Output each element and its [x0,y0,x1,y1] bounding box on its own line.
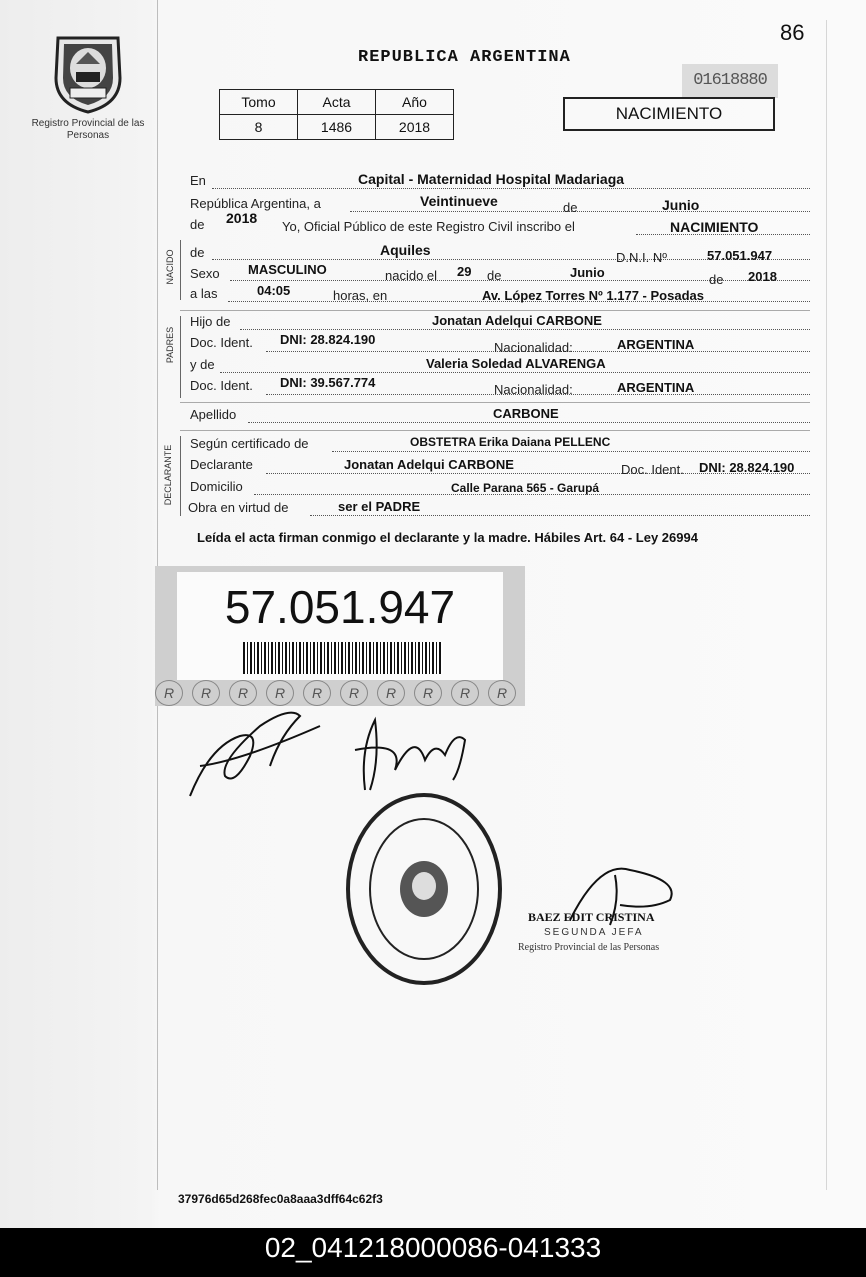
label-horas-en: horas, en [333,288,388,303]
label-doc-ident-declarant: Doc. Ident. [621,462,684,477]
r-mark: R [303,680,331,706]
signer-name: BAEZ EDIT CRISTINA [528,910,655,924]
label-hijo-de: Hijo de [190,314,231,329]
document-hash: 37976d65d268fec0a8aaa3dff64c62f3 [178,1192,383,1206]
label-apellido: Apellido [190,407,237,422]
label-segun: Según certificado de [190,436,309,451]
value-dni: 57.051.947 [707,248,773,263]
sticker-dni-number: 57.051.947 [224,581,456,633]
value-month: Junio [662,197,700,213]
value-father-nationality: ARGENTINA [617,337,695,352]
value-sex: MASCULINO [248,262,327,277]
r-mark: R [229,680,257,706]
footer-code: 02_041218000086-041333 [264,1232,602,1263]
value-birth-day: 29 [457,264,472,279]
value-father-doc: DNI: 28.824.190 [280,332,376,347]
page-number: 86 [780,20,805,45]
dotted-line [248,422,810,423]
dotted-line [310,515,810,516]
label-doc-ident-father: Doc. Ident. [190,335,253,350]
section-bracket [180,240,181,300]
label-domicilio: Domicilio [190,479,243,494]
mother-signature [345,710,475,796]
registry-value-acta: 1486 [298,115,376,140]
value-by-virtue: ser el PADRE [338,499,421,514]
registry-value-anio: 2018 [376,115,454,140]
label-de-year: de [190,217,205,232]
label-de-birth-year: de [709,272,724,287]
label-nationality-mother: Nacionalidad: [494,382,573,397]
value-name: Aquiles [380,242,431,258]
document-title: REPUBLICA ARGENTINA [358,48,571,67]
label-de-birth: de [487,268,502,283]
section-divider [180,402,810,403]
value-address: Av. López Torres Nº 1.177 - Posadas [482,288,704,303]
registry-value-tomo: 8 [220,115,298,140]
dotted-line [212,188,810,189]
registry-header-tomo: Tomo [220,90,298,115]
sticker-label [177,572,503,680]
dotted-line [350,211,810,212]
signer-role: SEGUNDA JEFA [544,927,644,938]
r-mark: R [192,680,220,706]
r-mark: R [266,680,294,706]
dni-sticker [155,566,525,706]
label-declarante: Declarante [190,457,253,472]
label-sexo: Sexo [190,266,220,281]
dotted-line [240,329,810,330]
value-time: 04:05 [257,283,291,298]
r-mark: R [451,680,479,706]
section-tag-parents: PADRES [165,326,175,364]
r-mark: R [155,680,183,706]
section-bracket [180,436,181,516]
value-day: Veintinueve [420,193,498,209]
value-certificate: OBSTETRA Erika Daiana PELLENC [410,435,611,449]
registry-table [219,89,454,140]
r-mark: R [340,680,368,706]
r-mark: R [488,680,516,706]
reading-note: Leída el acta firman conmigo el declarante y la madre. Hábiles Art. 64 - Ley 26994 [197,530,698,545]
label-a-las: a las [190,286,218,301]
sticker-r-pattern [155,680,525,706]
label-en: En [190,173,206,188]
right-rule [826,20,827,1190]
label-y-de: y de [190,357,215,372]
r-mark: R [414,680,442,706]
serial-number: 01618880 [682,64,778,98]
registry-header-acta: Acta [298,90,376,115]
section-tag-born: NACIDO [165,249,175,285]
value-father: Jonatan Adelqui CARBONE [432,313,602,328]
registry-header-anio: Año [376,90,454,115]
act-type-box: NACIMIENTO [563,97,775,131]
value-place: Capital - Maternidad Hospital Madariaga [358,171,625,187]
label-nacido-el: nacido el [385,268,438,283]
label-republica: República Argentina, a [190,196,321,211]
label-de: de [563,200,578,215]
section-divider [180,430,810,431]
value-declarant: Jonatan Adelqui CARBONE [344,457,514,472]
section-divider [180,310,810,311]
dotted-line [220,372,810,373]
r-mark: R [377,680,405,706]
value-mother: Valeria Soledad ALVARENGA [426,356,606,371]
logo-caption: Registro Provincial de las Personas [31,118,145,141]
province-seal-logo [50,28,126,114]
value-birth-year: 2018 [748,269,777,284]
official-stamp [344,790,504,988]
label-dni: D.N.I. Nº [616,250,667,265]
value-mother-doc: DNI: 39.567.774 [280,375,376,390]
declarant-signature [180,706,330,802]
value-surname: CARBONE [493,406,559,421]
value-year: 2018 [226,210,258,226]
label-doc-ident-mother: Doc. Ident. [190,378,253,393]
value-mother-nationality: ARGENTINA [617,380,695,395]
label-nationality-father: Nacionalidad: [494,340,573,355]
section-bracket [180,316,181,398]
label-obra: Obra en virtud de [188,500,289,515]
label-de-name: de [190,245,205,260]
label-yo: Yo, Oficial Público de este Registro Civil inscribo el [282,219,575,234]
value-declarant-doc: DNI: 28.824.190 [699,460,795,475]
dotted-line [332,451,810,452]
section-tag-declarant: DECLARANTE [163,444,173,506]
value-event: NACIMIENTO [670,219,759,235]
barcode [243,642,443,674]
signer-office: Registro Provincial de las Personas [518,942,660,953]
value-domicile: Calle Parana 565 - Garupá [451,481,600,495]
value-birth-month: Junio [570,265,605,280]
